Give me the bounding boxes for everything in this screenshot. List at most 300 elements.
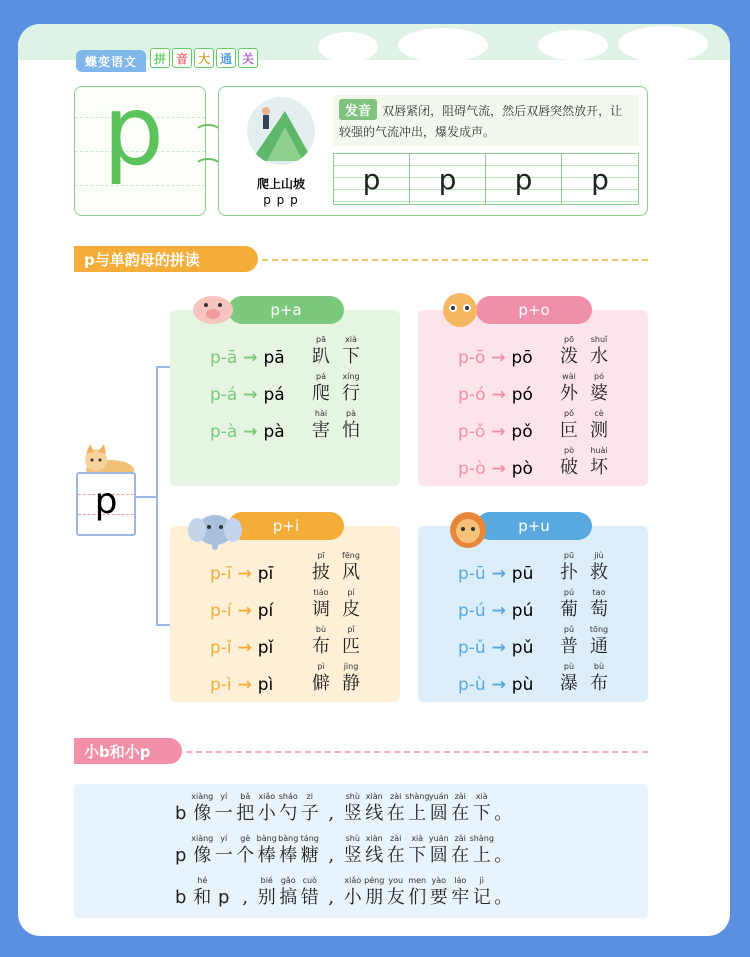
arrow-icon: → — [485, 564, 512, 584]
grid-cell: p — [410, 154, 486, 204]
hanzi-with-pinyin — [558, 445, 580, 479]
pinyin: shù — [345, 834, 360, 843]
rhyme-char — [213, 834, 235, 867]
panel-pa — [170, 301, 400, 486]
rhyme-char — [321, 876, 343, 909]
title-tag: 音 — [172, 48, 192, 68]
rhyme-char — [213, 876, 235, 909]
example-word — [310, 587, 362, 621]
pronunciation-text-box — [333, 95, 639, 146]
pinyin: tōng — [589, 625, 609, 634]
syllable-row — [418, 624, 648, 661]
hanzi-with-pinyin — [558, 371, 580, 405]
syllable-row — [418, 550, 648, 587]
elephant-icon — [188, 510, 242, 552]
split-syllable: p-ā — [210, 348, 238, 368]
rhyme-char — [256, 792, 278, 825]
hanzi-with-pinyin — [558, 334, 580, 368]
syllable-row — [170, 371, 400, 408]
pinyin: hài — [314, 409, 328, 418]
rhyme-char — [170, 834, 192, 867]
hanzi-with-pinyin — [340, 550, 362, 584]
pinyin: péng — [364, 876, 385, 885]
joined-syllable: pó — [511, 385, 533, 405]
syllable-row — [418, 371, 648, 408]
syllable-row — [170, 661, 400, 698]
rhyme-char — [407, 876, 429, 909]
hanzi: b — [175, 803, 187, 824]
hanzi-with-pinyin — [310, 624, 332, 658]
panel-title: p+a — [228, 296, 344, 324]
hanzi: 害 — [312, 420, 330, 441]
hanzi: 爬 — [312, 383, 330, 404]
hanzi: 友 — [386, 887, 405, 908]
rhyme-char — [364, 834, 386, 867]
split-syllable: p-í — [210, 601, 232, 621]
rhyme-char — [428, 792, 450, 825]
joined-syllable: pī — [257, 564, 274, 584]
hanzi: 上 — [408, 803, 427, 824]
pinyin: you — [388, 876, 404, 885]
pinyin: yào — [431, 876, 447, 885]
grid-cell: p — [334, 154, 410, 204]
split-syllable: p-ǐ — [210, 638, 232, 658]
hanzi: 通 — [590, 636, 608, 657]
hanzi-with-pinyin — [340, 334, 362, 368]
rhyme-char — [278, 834, 300, 867]
rhyme-char — [471, 792, 493, 825]
hanzi: 泼 — [560, 346, 578, 367]
rhyme-char — [170, 792, 192, 825]
hanzi: 布 — [590, 673, 608, 694]
pinyin: pā — [316, 335, 326, 344]
lion-icon — [448, 510, 488, 550]
syllable-row — [418, 661, 648, 698]
hanzi: 婆 — [590, 383, 608, 404]
hanzi: 救 — [590, 562, 608, 583]
rhyme-char — [342, 834, 364, 867]
panel-title: p+i — [228, 512, 344, 540]
arrow-icon: → — [237, 422, 264, 442]
hanzi: 风 — [342, 562, 360, 583]
hanzi: 竖 — [343, 845, 362, 866]
split-syllable: p-ǔ — [458, 638, 486, 658]
title-tag: 大 — [194, 48, 214, 68]
hanzi: 在 — [386, 845, 405, 866]
hanzi-with-pinyin — [340, 408, 362, 442]
pinyin: yuán — [428, 792, 449, 801]
arrow-icon: → — [485, 422, 512, 442]
pinyin: pū — [563, 551, 575, 560]
panel-title: p+u — [476, 512, 592, 540]
hanzi-with-pinyin — [310, 550, 332, 584]
hanzi: 和 — [193, 887, 212, 908]
hanzi-with-pinyin — [558, 624, 580, 658]
hanzi: 在 — [386, 803, 405, 824]
hanzi: 测 — [590, 420, 608, 441]
rhyme-char — [213, 792, 235, 825]
rhyme-char — [170, 876, 192, 909]
hanzi: 调 — [312, 599, 330, 620]
pinyin: tiáo — [313, 588, 329, 597]
hanzi: 们 — [408, 887, 427, 908]
rhyme-char — [493, 876, 515, 909]
pinyin: xiàn — [365, 792, 383, 801]
pinyin: xiàn — [365, 834, 383, 843]
section-divider — [186, 751, 648, 753]
hanzi: 披 — [312, 562, 330, 583]
example-word — [558, 445, 610, 479]
joined-syllable: pō — [511, 348, 533, 368]
rhyme-char — [493, 834, 515, 867]
rhyme-char — [450, 876, 472, 909]
hanzi: 下 — [408, 845, 427, 866]
hanzi: 牢 — [451, 887, 470, 908]
pinyin: men — [408, 876, 427, 885]
pinyin: pó — [594, 372, 604, 381]
hanzi-with-pinyin — [588, 334, 610, 368]
title-tag: 关 — [238, 48, 258, 68]
hanzi: 叵 — [560, 420, 578, 441]
pinyin: pà — [346, 409, 356, 418]
example-word — [310, 550, 362, 584]
split-syllable: p-ū — [458, 564, 486, 584]
pinyin: fēng — [342, 551, 360, 560]
big-letter: p — [103, 75, 164, 187]
hanzi: 行 — [342, 383, 360, 404]
pinyin: xià — [345, 335, 357, 344]
section-divider — [262, 259, 648, 261]
hanzi: 趴 — [312, 346, 330, 367]
rhyme-char — [192, 834, 214, 867]
rhyme-char — [299, 876, 321, 909]
pinyin: bǎ — [240, 792, 251, 801]
hanzi: 普 — [560, 636, 578, 657]
rhyme-char — [235, 876, 257, 909]
pinyin: bàng — [256, 834, 277, 843]
pinyin: xiǎo — [344, 876, 362, 885]
joined-syllable: pā — [263, 348, 285, 368]
syllable-row — [170, 408, 400, 445]
hanzi: , — [242, 887, 249, 908]
writing-grid — [333, 153, 639, 205]
hanzi: 圆 — [429, 845, 448, 866]
arrow-icon: → — [485, 348, 512, 368]
hanzi: 糖 — [300, 845, 319, 866]
hanzi-with-pinyin — [558, 550, 580, 584]
hanzi: 坏 — [590, 457, 608, 478]
hanzi: p — [218, 887, 230, 908]
syllable-row — [418, 334, 648, 371]
arrow-icon: → — [231, 564, 258, 584]
image-caption: 爬上山坡 — [256, 177, 305, 191]
pinyin: zài — [390, 834, 402, 843]
pinyin: jìng — [343, 662, 359, 671]
hanzi: 像 — [193, 845, 212, 866]
hanzi: 匹 — [342, 636, 360, 657]
joined-syllable: pì — [257, 675, 274, 695]
hanzi-with-pinyin — [340, 587, 362, 621]
joined-syllable: pū — [511, 564, 534, 584]
split-syllable: p-ō — [458, 348, 486, 368]
arrow-icon: → — [485, 675, 512, 695]
joined-syllable: pǔ — [511, 638, 534, 658]
grid-cell: p — [486, 154, 562, 204]
hanzi: 在 — [451, 803, 470, 824]
example-word — [310, 371, 362, 405]
example-word — [558, 334, 610, 368]
hanzi: 葡 — [560, 599, 578, 620]
joined-syllable: pú — [511, 601, 534, 621]
hanzi-with-pinyin — [340, 661, 362, 695]
rhyme-line — [170, 834, 514, 867]
hanzi: 勺 — [279, 803, 298, 824]
hanzi: 外 — [560, 383, 578, 404]
cloud-decor — [398, 28, 488, 62]
split-syllable: p-à — [210, 422, 238, 442]
hanzi-with-pinyin — [310, 371, 332, 405]
example-word — [558, 661, 610, 695]
rhyme-char — [385, 834, 407, 867]
joined-syllable: pǒ — [511, 422, 533, 442]
pinyin: láo — [454, 876, 467, 885]
pinyin: yuán — [428, 834, 449, 843]
arrow-icon: → — [485, 638, 512, 658]
pinyin: bù — [593, 662, 605, 671]
hanzi: 下 — [472, 803, 491, 824]
hanzi: 水 — [590, 346, 608, 367]
arrow-icon: → — [231, 601, 258, 621]
rhyme-char — [192, 792, 214, 825]
syllable-row — [170, 624, 400, 661]
syllable-row — [170, 334, 400, 371]
example-word — [310, 661, 362, 695]
rhyme-char — [364, 876, 386, 909]
rhyme-char — [278, 876, 300, 909]
hanzi: 竖 — [343, 803, 362, 824]
tiger-icon — [438, 288, 482, 328]
rhyme-char — [278, 792, 300, 825]
rhyme-char — [407, 792, 429, 825]
pinyin: bù — [315, 625, 327, 634]
hanzi: 像 — [193, 803, 212, 824]
arrow-icon: → — [237, 385, 264, 405]
example-word — [558, 587, 610, 621]
pinyin: jì — [479, 876, 484, 885]
rhyme-char — [342, 792, 364, 825]
pinyin: jiù — [594, 551, 604, 560]
rhyme-char — [299, 792, 321, 825]
cloud-decor — [538, 30, 608, 60]
hanzi: 静 — [342, 673, 360, 694]
pinyin: xiǎo — [258, 792, 276, 801]
pinyin: xià — [411, 834, 424, 843]
joined-syllable: pǐ — [257, 638, 274, 658]
hanzi: 错 — [300, 887, 319, 908]
pinyin: gǎo — [280, 876, 296, 885]
arrow-icon: → — [237, 348, 264, 368]
hanzi: , — [328, 803, 335, 824]
pinyin: pǔ — [563, 625, 575, 634]
rhyme-char — [342, 876, 364, 909]
hanzi-with-pinyin — [340, 624, 362, 658]
pinyin: gè — [240, 834, 251, 843]
syllable-row — [418, 587, 648, 624]
section-title-b-and-p: 小b和小p — [74, 738, 182, 764]
split-syllable: p-á — [210, 385, 238, 405]
hanzi-with-pinyin — [310, 408, 332, 442]
pinyin: cè — [594, 409, 604, 418]
pinyin: pú — [563, 588, 575, 597]
example-word — [558, 371, 610, 405]
hill-icon — [247, 97, 315, 165]
pinyin: pō — [564, 335, 574, 344]
hanzi-with-pinyin — [558, 587, 580, 621]
hanzi: 朋 — [365, 887, 384, 908]
elephant-illustration — [188, 510, 242, 556]
rhyme-char — [321, 834, 343, 867]
rhyme-line — [170, 876, 514, 909]
rhyme-char — [364, 792, 386, 825]
hanzi: , — [328, 845, 335, 866]
rhyme-char — [471, 834, 493, 867]
section-title-spelling: p与单韵母的拼读 — [74, 246, 258, 272]
rhyme-box — [74, 784, 648, 918]
arrow-icon: → — [231, 638, 258, 658]
rhyme-char — [192, 876, 214, 909]
rhyme-char — [385, 876, 407, 909]
grid-cell: p — [562, 154, 638, 204]
rhyme-char — [256, 834, 278, 867]
split-syllable: p-ī — [210, 564, 232, 584]
rhyme-char — [450, 834, 472, 867]
pinyin: zài — [454, 834, 466, 843]
hanzi-with-pinyin — [558, 661, 580, 695]
split-syllable: p-ì — [210, 675, 232, 695]
tiger-illustration — [438, 288, 482, 332]
brand-logo: 蝶变语文 — [76, 50, 146, 72]
hanzi-with-pinyin — [310, 661, 332, 695]
title-tag: 通 — [216, 48, 236, 68]
hanzi: 线 — [365, 803, 384, 824]
pinyin: shàng — [405, 792, 430, 801]
pinyin: hé — [197, 876, 208, 885]
page — [18, 24, 730, 936]
joined-syllable: pí — [257, 601, 274, 621]
rhyme-char — [428, 876, 450, 909]
panel-po — [418, 301, 648, 486]
hanzi: 一 — [214, 803, 233, 824]
split-syllable: p-ú — [458, 601, 486, 621]
joined-syllable: pù — [511, 675, 534, 695]
hanzi: 瀑 — [560, 673, 578, 694]
pinyin: xiàng — [191, 834, 214, 843]
pinyin: xíng — [342, 372, 360, 381]
rhyme-char — [321, 792, 343, 825]
hanzi-with-pinyin — [588, 408, 610, 442]
hanzi: 圆 — [429, 803, 448, 824]
joined-syllable: pá — [263, 385, 285, 405]
arrow-icon: → — [231, 675, 258, 695]
hanzi: 僻 — [312, 673, 330, 694]
pinyin: shuǐ — [590, 335, 608, 344]
hanzi: 怕 — [342, 420, 360, 441]
cloud-decor — [318, 32, 378, 62]
hanzi-with-pinyin — [588, 445, 610, 479]
panel-title: p+o — [476, 296, 592, 324]
hanzi-with-pinyin — [588, 550, 610, 584]
hanzi: 小 — [257, 803, 276, 824]
image-pinyin: p p p — [263, 193, 299, 207]
syllable-row — [418, 445, 648, 482]
hanzi: 萄 — [590, 599, 608, 620]
rhyme-line — [170, 792, 514, 825]
pig-illustration — [190, 290, 236, 330]
hanzi: 扑 — [560, 562, 578, 583]
pronunciation-tag: 发音 — [339, 99, 377, 120]
arrow-icon: → — [485, 601, 512, 621]
rhyme-char — [385, 792, 407, 825]
rhyme-char — [428, 834, 450, 867]
pig-icon — [190, 290, 236, 326]
hanzi-with-pinyin — [558, 408, 580, 442]
hanzi: 个 — [236, 845, 255, 866]
joined-syllable: pò — [511, 459, 533, 479]
hanzi: 要 — [429, 887, 448, 908]
hanzi: 别 — [257, 887, 276, 908]
hanzi: 皮 — [342, 599, 360, 620]
hill-illustration — [247, 97, 315, 165]
pinyin: zài — [454, 792, 466, 801]
title-tag: 拼 — [150, 48, 170, 68]
hanzi: 。 — [494, 845, 513, 866]
pinyin: pá — [316, 372, 326, 381]
pinyin: cuò — [302, 876, 317, 885]
example-word — [558, 408, 610, 442]
hanzi-with-pinyin — [588, 371, 610, 405]
rhyme-char — [493, 792, 515, 825]
example-word — [558, 550, 610, 584]
hanzi: 。 — [494, 887, 513, 908]
hanzi-with-pinyin — [310, 587, 332, 621]
hanzi: 破 — [560, 457, 578, 478]
hanzi: 在 — [451, 845, 470, 866]
pinyin: huài — [590, 446, 608, 455]
hanzi: 把 — [236, 803, 255, 824]
pinyin: xiàng — [191, 792, 214, 801]
hanzi-with-pinyin — [588, 624, 610, 658]
pinyin: pǐ — [347, 625, 355, 634]
pinyin: táng — [300, 834, 319, 843]
pinyin: pì — [317, 662, 325, 671]
pinyin: pǒ — [564, 409, 574, 418]
hanzi: 。 — [494, 803, 513, 824]
arrow-icon: → — [485, 385, 512, 405]
connector-line — [136, 496, 158, 498]
pinyin: yí — [220, 792, 228, 801]
lion-illustration — [448, 510, 488, 554]
hanzi: 棒 — [257, 845, 276, 866]
rhyme-char — [235, 792, 257, 825]
pinyin: pí — [347, 588, 355, 597]
split-syllable: p-ò — [458, 459, 486, 479]
rhyme-char — [299, 834, 321, 867]
joined-syllable: pà — [263, 422, 285, 442]
rhyme-char — [407, 834, 429, 867]
pinyin: zài — [390, 792, 402, 801]
root-letter: p — [94, 481, 118, 522]
hanzi: , — [328, 887, 335, 908]
